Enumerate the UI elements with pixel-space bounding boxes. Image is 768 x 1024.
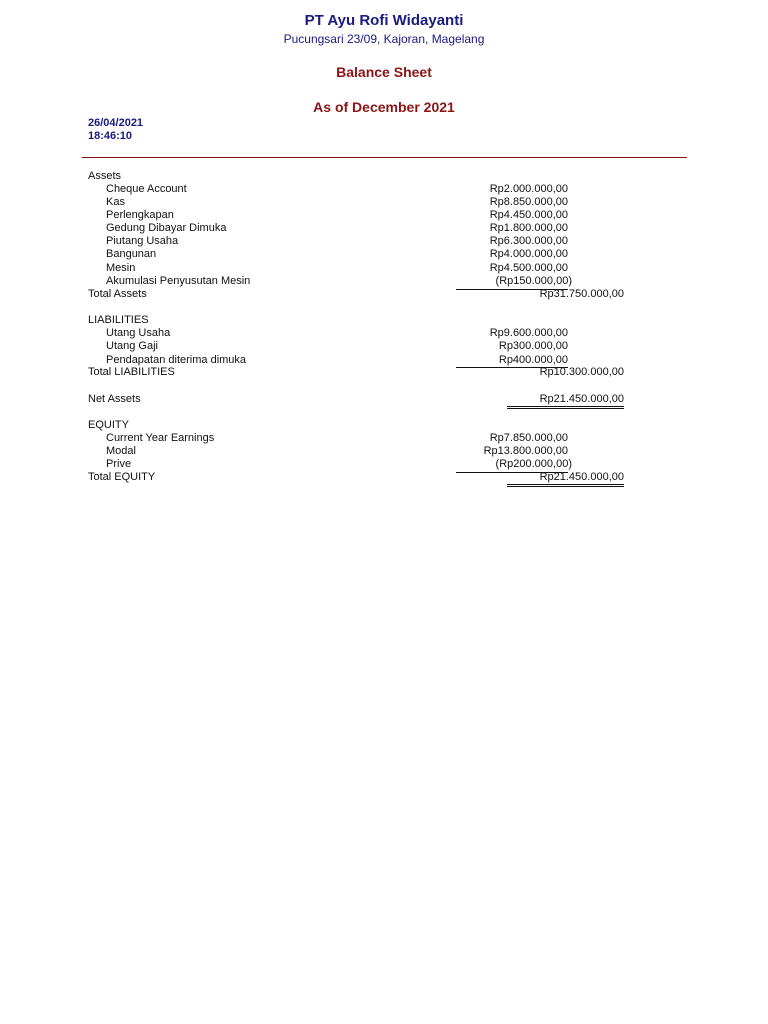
account-amount: Rp8.850.000,00 [489,196,568,208]
total-label: Total Assets [88,288,147,300]
equity-row [0,432,768,445]
total-amount: Rp21.450.000,00 [539,471,624,483]
equity-total-row [0,471,768,484]
asset-row [0,209,768,222]
total-label: Total EQUITY [88,471,156,483]
account-label: Mesin [106,262,136,274]
report-title: Balance Sheet [336,64,432,80]
section-heading: LIABILITIES [88,314,149,326]
total-double-underline [507,484,624,487]
account-label: Akumulasi Penyusutan Mesin [106,275,251,287]
section-heading: EQUITY [88,419,129,431]
section-heading: Assets [88,170,122,182]
company-name: PT Ayu Rofi Widayanti [304,12,464,29]
account-label: Modal [106,445,136,457]
account-amount: Rp4.450.000,00 [489,209,568,221]
account-amount: Rp1.800.000,00 [489,222,568,234]
liability-row [0,327,768,340]
account-amount: (Rp200.000,00) [495,458,572,470]
liabilities-heading-row [0,314,768,327]
print-time: 18:46:10 [88,130,133,142]
asset-row [0,183,768,196]
total-amount: Rp31.750.000,00 [539,288,624,300]
total-double-underline [507,406,624,409]
account-label: Prive [106,458,132,470]
account-amount: Rp4.000.000,00 [489,248,568,260]
account-amount: Rp300.000,00 [498,340,568,352]
account-label: Utang Usaha [106,327,171,339]
assets-total-row [0,288,768,301]
asset-row [0,196,768,209]
account-label: Kas [106,196,125,208]
asset-row [0,262,768,275]
account-amount: Rp4.500.000,00 [489,262,568,274]
liability-row [0,340,768,353]
asset-row [0,235,768,248]
account-amount: Rp7.850.000,00 [489,432,568,444]
equity-heading-row [0,419,768,432]
account-label: Gedung Dibayar Dimuka [106,222,227,234]
asset-row [0,275,768,288]
total-label: Total LIABILITIES [88,366,175,378]
account-label: Current Year Earnings [106,432,215,444]
header-divider [82,157,687,158]
account-amount: Rp13.800.000,00 [483,445,568,457]
net-assets-amount: Rp21.450.000,00 [539,393,624,405]
account-amount: (Rp150.000,00) [495,275,572,287]
assets-heading-row [0,170,768,183]
account-label: Pendapatan diterima dimuka [106,354,247,366]
asset-row [0,248,768,261]
account-label: Piutang Usaha [106,235,179,247]
account-amount: Rp9.600.000,00 [489,327,568,339]
net-assets-row [0,393,768,406]
liabilities-total-row [0,366,768,379]
account-amount: Rp400.000,00 [498,354,568,366]
account-amount: Rp6.300.000,00 [489,235,568,247]
account-label: Bangunan [106,248,157,260]
asset-row [0,222,768,235]
account-label: Utang Gaji [106,340,158,352]
account-label: Cheque Account [106,183,187,195]
account-label: Perlengkapan [106,209,174,221]
report-period: As of December 2021 [313,99,455,115]
equity-row [0,445,768,458]
total-amount: Rp10.300.000,00 [539,366,624,378]
net-assets-label: Net Assets [88,393,141,405]
account-amount: Rp2.000.000,00 [489,183,568,195]
print-date: 26/04/2021 [88,117,144,129]
equity-row [0,458,768,471]
company-address: Pucungsari 23/09, Kajoran, Magelang [283,32,485,46]
